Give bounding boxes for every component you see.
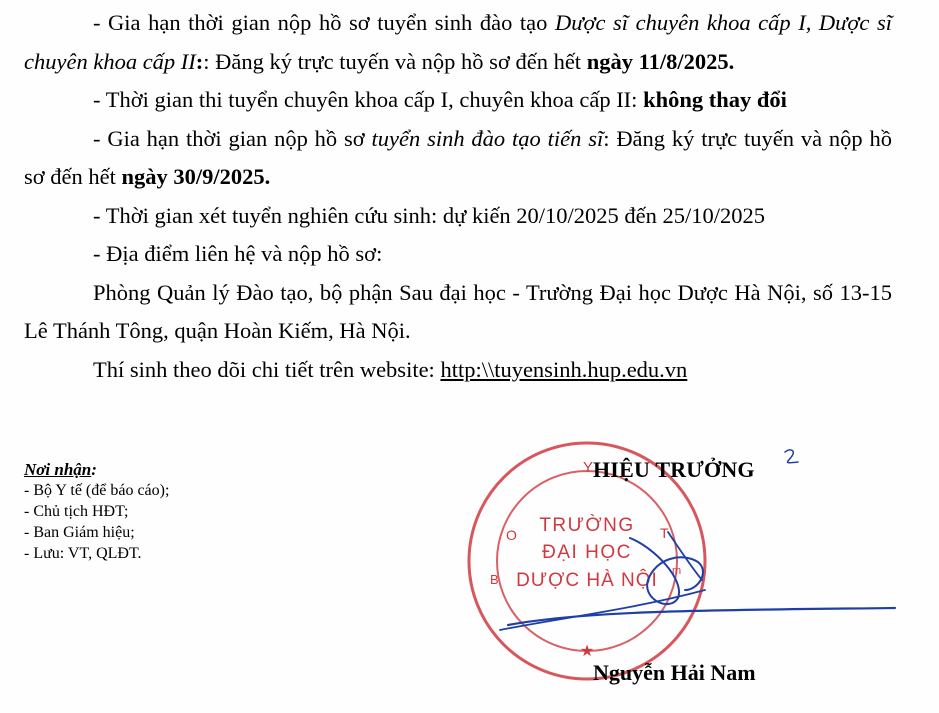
recipients-heading-colon: : xyxy=(91,460,97,479)
handwritten-signature xyxy=(470,440,910,650)
recipient-item: - Ban Giám hiệu; xyxy=(24,524,135,541)
paragraph-exam-time xyxy=(24,81,892,120)
seal-ring-letter: B xyxy=(490,572,499,587)
bold-deadline: ngày 11/8/2025. xyxy=(586,48,735,74)
paragraph-extension-specialist: - Gia hạn thời gian nộp hồ sơ tuyển sinh đào tạo Dược sĩ chuyên khoa cấp I, Dược sĩ chuyên khoa cấp II:: Đăng ký trực tuyến và nộp hồ sơ đến hết ngày 11/8/2025. xyxy=(24,10,892,74)
text-segment: : Đăng ký trực tuyến và nộp hồ sơ đến hết xyxy=(24,125,893,189)
text-segment: - Gia hạn thời gian nộp hồ sơ xyxy=(93,125,372,151)
seal-ring-letter: O xyxy=(506,527,517,543)
bold-deadline: ngày 30/9/2025. xyxy=(121,164,271,189)
text-segment: Phòng Quản lý Đào tạo, bộ phận Sau đại học - Trường Đại học Dược Hà Nội, số 13-15 Lê Thánh Tông, quận Hoàn Kiếm, Hà Nội. xyxy=(24,279,892,343)
paragraph-admission-time xyxy=(24,197,892,236)
recipient-item: - Lưu: VT, QLĐT. xyxy=(24,545,142,562)
seal-ring-letter: m xyxy=(672,565,682,577)
recipients-heading-text: Nơi nhận xyxy=(24,460,92,479)
signer-name: Nguyễn Hải Nam xyxy=(593,660,756,685)
star-icon: ★ xyxy=(579,641,595,660)
italic-segment: tuyển sinh đào tạo tiến sĩ xyxy=(371,125,604,151)
seal-ring-letter: T xyxy=(660,525,669,541)
text-segment: - Thời gian xét tuyển nghiên cứu sinh: dự kiến 20/10/2025 đến 25/10/2025 xyxy=(93,202,766,228)
signature-title: HIỆU TRƯỞNG xyxy=(593,457,755,482)
text-segment: Thí sinh theo dõi chi tiết trên website: xyxy=(93,356,441,382)
website-link[interactable]: http:\\tuyensinh.hup.edu.vn xyxy=(440,356,688,382)
recipient-item: - Chủ tịch HĐT; xyxy=(24,503,129,520)
recipients-block xyxy=(24,459,169,564)
text-segment: - Địa điểm liên hệ và nộp hồ sơ: xyxy=(93,241,383,266)
body-text xyxy=(24,4,892,389)
bold-unchanged: không thay đổi xyxy=(643,87,787,112)
recipient-item: - Bộ Y tế (để báo cáo); xyxy=(24,482,170,499)
paragraph-website xyxy=(24,351,892,390)
seal-text-line1: TRƯỜNG xyxy=(539,515,635,536)
text-segment: : Đăng ký trực tuyến và nộp hồ sơ đến hết xyxy=(203,48,587,74)
paragraph-address xyxy=(24,274,892,351)
seal-text-line3: DƯỢC HÀ NỘI xyxy=(516,570,658,591)
text-segment: - Gia hạn thời gian nộp hồ sơ tuyển sinh đào tạo xyxy=(93,10,555,35)
recipients-heading xyxy=(24,459,169,480)
seal-text-line2: ĐẠI HỌC xyxy=(542,542,632,563)
text-segment: - Thời gian thi tuyển chuyên khoa cấp I, chuyên khoa cấp II: xyxy=(93,87,644,112)
seal-ring-letter: Y xyxy=(583,459,594,476)
italic-segment: Dược sĩ chuyên khoa cấp I, Dược sĩ chuyên khoa cấp II xyxy=(24,10,892,74)
paragraph-contact-location xyxy=(24,235,892,274)
paragraph-extension-phd xyxy=(24,120,892,197)
